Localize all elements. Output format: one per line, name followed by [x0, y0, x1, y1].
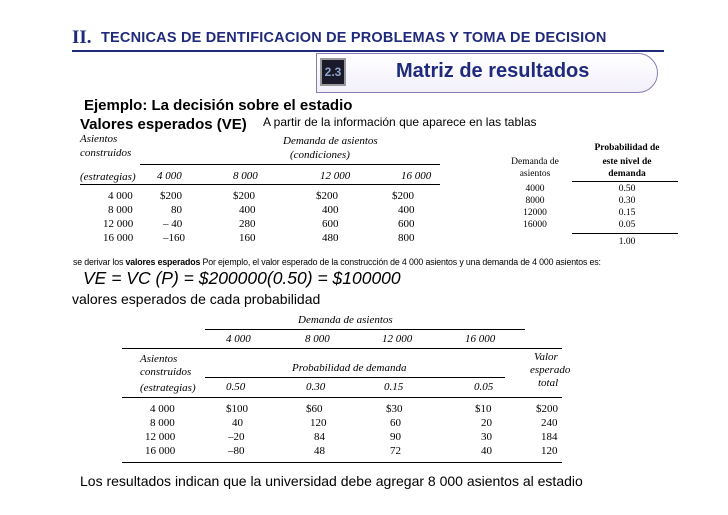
prob-demand: 16000	[523, 220, 547, 230]
table2-total: 184	[541, 431, 558, 443]
example-title: Ejemplo: La decisión sobre el estadio	[84, 97, 353, 114]
table2-cell: 20	[481, 417, 492, 429]
table2-row-label: 4 000	[150, 403, 175, 415]
table1-cell: 480	[322, 232, 339, 244]
section-title: TECNICAS DE DENTIFICACION DE PROBLEMAS Y TOMA DE DECISION	[101, 30, 607, 46]
table2-col-header: 4 000	[226, 333, 251, 345]
prob-value: 0.30	[618, 196, 636, 206]
table1-cell: –160	[163, 232, 185, 244]
table1-row-label: 4 000	[108, 190, 133, 202]
slide-number-badge: 2.3	[320, 58, 346, 86]
prob-value: 0.50	[618, 184, 636, 194]
table2-cell: 60	[390, 417, 401, 429]
table2-cell: $10	[475, 403, 492, 415]
table2-prob: 0.30	[306, 381, 326, 393]
table1-cell: 400	[398, 204, 415, 216]
example-intro: A partir de la información que aparece en las tablas	[263, 115, 537, 129]
table1-col-header: 12 000	[320, 170, 351, 182]
table2-col-header: 8 000	[305, 333, 330, 345]
table2-prob: 0.50	[226, 381, 246, 393]
table2-total: 120	[541, 445, 558, 457]
prob-head-demand: asientos	[519, 169, 551, 179]
section-number: II.	[72, 27, 92, 48]
table2-cell: 90	[390, 431, 401, 443]
slide-title: Matriz de resultados	[396, 60, 590, 82]
table2-ev-head: esperado	[530, 364, 571, 376]
table1-cell: 400	[322, 204, 339, 216]
table2-rule	[122, 348, 562, 349]
table2-total: $200	[536, 403, 558, 415]
table2-row-label: 12 000	[145, 431, 176, 443]
prob-value: 0.15	[618, 208, 636, 218]
table2-row-head-1: Asientos	[140, 353, 178, 365]
table1-rule	[140, 164, 440, 165]
header-divider	[72, 50, 664, 52]
table1-cell: $200	[392, 190, 414, 202]
table2-prob-group: Probabilidad de demanda	[292, 362, 407, 374]
table2-cell: 84	[314, 431, 325, 443]
table1-col-group: Demanda de asientos	[283, 135, 378, 147]
conclusion-text: Los resultados indican que la universidad debe agregar 8 000 asientos al estadio	[80, 473, 583, 489]
table2-col-header: 12 000	[382, 333, 413, 345]
table1-row-label: 12 000	[103, 218, 134, 230]
table1-cell: 280	[239, 218, 256, 230]
table1-col-header: 4 000	[157, 170, 182, 182]
table1-cell: 400	[239, 204, 256, 216]
table2-ev-head: total	[538, 377, 559, 389]
table2-cell: $30	[386, 403, 403, 415]
table2-cell: 30	[481, 431, 492, 443]
table1-row-head-2: construidos	[80, 147, 132, 159]
table2-col-header: 16 000	[465, 333, 496, 345]
prob-head-prob: este nivel de	[602, 157, 652, 167]
table1-cell: 600	[322, 218, 339, 230]
prob-head-prob: Probabilidad de	[594, 143, 660, 153]
table1-cell: 800	[398, 232, 415, 244]
table2-ev-head: Valor	[534, 351, 558, 363]
prob-demand: 8000	[525, 196, 545, 206]
table2-cell: 40	[481, 445, 492, 457]
prob-rule	[572, 233, 678, 234]
table1-col-header: 8 000	[233, 170, 258, 182]
table2-total: 240	[541, 417, 558, 429]
table2-rule	[122, 462, 562, 463]
table1-row-head-1: Asientos	[80, 133, 118, 145]
table2-cell: –20	[228, 431, 245, 443]
table2-cell: 40	[232, 417, 243, 429]
table1-cell: $200	[160, 190, 182, 202]
table1-col-group-sub: (condiciones)	[290, 149, 350, 161]
table2-prob: 0.15	[384, 381, 404, 393]
table2-cell: $60	[306, 403, 323, 415]
table2-prob: 0.05	[474, 381, 494, 393]
expected-value-formula: VE = VC (P) = $200000(0.50) = $100000	[83, 268, 401, 288]
table1-cell: 80	[171, 204, 182, 216]
table2-cell: 120	[310, 417, 327, 429]
table1-cell: $200	[316, 190, 338, 202]
table1-rule	[80, 184, 440, 185]
table2-cell: $100	[226, 403, 248, 415]
table2-row-label: 16 000	[145, 445, 176, 457]
table1-row-head-3: (estrategias)	[80, 171, 136, 183]
prob-rule	[572, 181, 678, 182]
table2-row-head-3: (estrategias)	[140, 382, 196, 394]
prob-head-demand: Demanda de	[511, 157, 559, 167]
prob-demand: 12000	[523, 208, 547, 218]
table1-cell: $200	[233, 190, 255, 202]
table1-row-label: 8 000	[108, 204, 133, 216]
table2-row-head-2: construidos	[140, 366, 192, 378]
table2-cell: 48	[314, 445, 325, 457]
table1-cell: 160	[239, 232, 256, 244]
table1-row-label: 16 000	[103, 232, 134, 244]
prob-total: 1.00	[618, 237, 636, 247]
table2-col-group: Demanda de asientos	[298, 314, 393, 326]
prob-value: 0.05	[618, 220, 636, 230]
table1-cell: 600	[398, 218, 415, 230]
example-subtitle: Valores esperados (VE)	[80, 116, 247, 133]
prob-demand: 4000	[525, 184, 545, 194]
table2-cell: 72	[390, 445, 401, 457]
values-caption: valores esperados de cada probabilidad	[72, 291, 321, 307]
table2-cell: –80	[228, 445, 245, 457]
table2-rule	[205, 329, 525, 330]
table2-rule	[122, 397, 562, 398]
table2-rule	[205, 377, 505, 378]
explanation-text: se derivar los valores esperados Por ejemplo, el valor esperado de la construcción de 4 000 asientos y una demanda de 4 000 asientos es:	[73, 257, 601, 267]
table1-cell: – 40	[163, 218, 183, 230]
prob-head-prob: demanda	[608, 169, 646, 179]
table2-row-label: 8 000	[150, 417, 175, 429]
table1-col-header: 16 000	[401, 170, 432, 182]
